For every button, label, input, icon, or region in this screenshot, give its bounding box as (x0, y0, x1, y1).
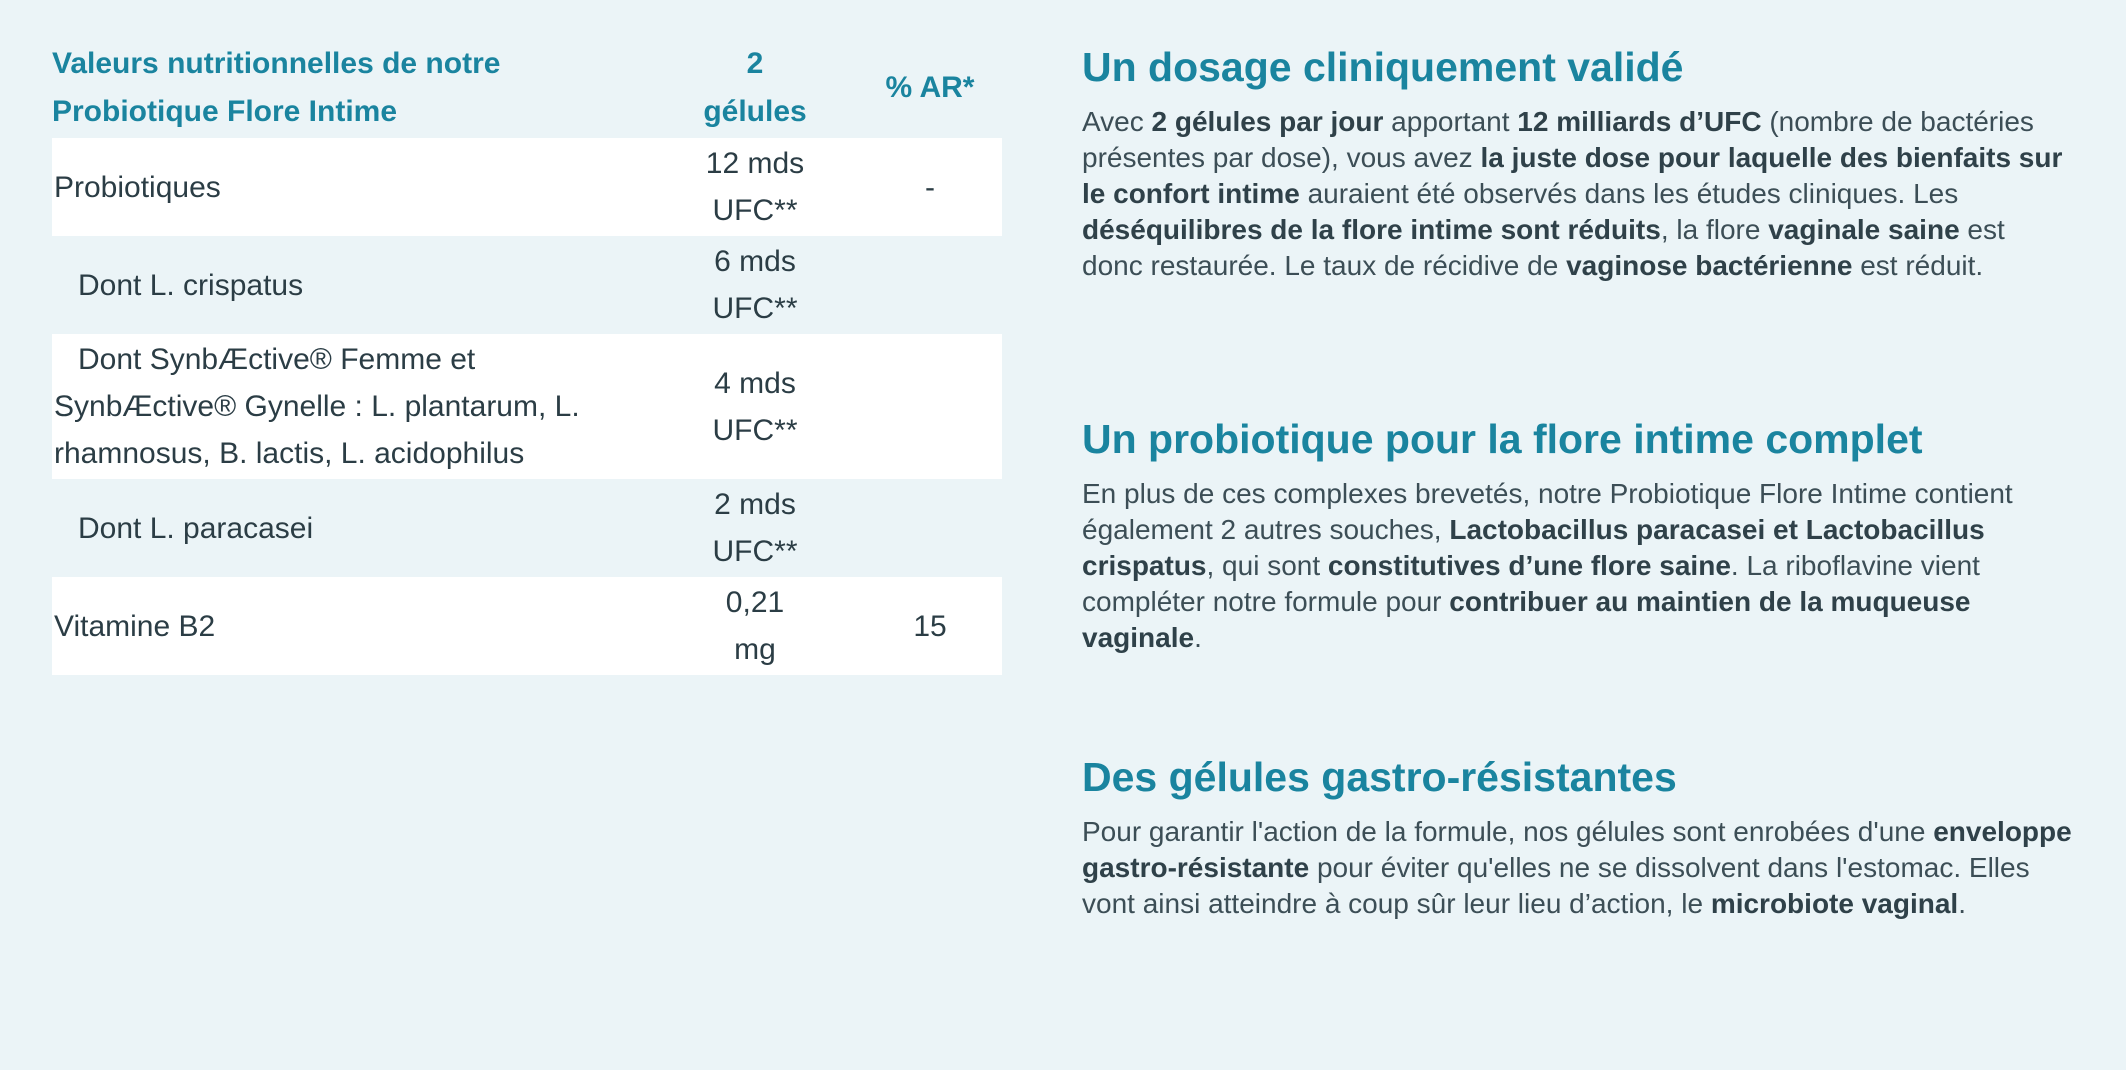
section-body (1082, 814, 2072, 922)
emphasis-text: 12 milliards d’UFC (1517, 106, 1762, 137)
header-quantity-line2: gélules (703, 95, 807, 128)
section-capsules (1082, 750, 2072, 922)
row-quantity-value: 2 mds (714, 488, 796, 521)
header-quantity (652, 40, 858, 138)
section-dosage (1082, 40, 2072, 284)
emphasis-text: enveloppe gastro-résistante (1082, 816, 2072, 883)
header-nutrients-line1: Valeurs nutritionnelles de notre (52, 47, 501, 80)
row-name: Dont SynbÆctive® Femme et SynbÆctive® Gynelle : L. plantarum, L. rhamnosus, B. lactis, L. acidophilus (52, 334, 652, 479)
emphasis-text: constitutives d’une flore saine (1327, 550, 1731, 581)
row-name: Probiotiques (52, 138, 652, 236)
emphasis-text: vaginale saine (1768, 214, 1960, 245)
row-quantity-value: 0,21 (725, 586, 785, 619)
table-row (52, 236, 1002, 334)
table-row (52, 479, 1002, 577)
body-text: apportant (1383, 106, 1518, 137)
header-nutrients-line2: Probiotique Flore Intime (52, 95, 398, 128)
emphasis-text: 2 gélules par jour (1151, 106, 1384, 137)
emphasis-text: microbiote vaginal (1710, 888, 1959, 919)
row-quantity (652, 138, 858, 236)
body-text: , qui sont (1206, 550, 1328, 581)
section-body (1082, 104, 2072, 284)
table-row (52, 577, 1002, 675)
emphasis-text: vaginose bactérienne (1566, 250, 1853, 281)
row-quantity (652, 236, 858, 334)
row-quantity-unit: UFC** (712, 413, 798, 447)
row-quantity-value: 12 mds (705, 147, 805, 180)
emphasis-text: contribuer au maintien de la muqueuse vaginale (1082, 586, 1971, 653)
table-row (52, 138, 1002, 236)
row-quantity-value: 6 mds (714, 245, 796, 278)
row-ar: 15 (858, 577, 1002, 675)
row-name: Dont L. paracasei (52, 479, 652, 577)
header-ar-percent: % AR* (885, 71, 975, 104)
body-text: est donc restaurée. Le taux de récidive de (1082, 214, 2005, 281)
body-text: , la flore (1660, 214, 1769, 245)
row-quantity-unit: mg (734, 633, 776, 666)
table-header-row (52, 40, 1002, 138)
section-title: Un probiotique pour la flore intime complet (1082, 416, 1923, 462)
emphasis-text: la juste dose pour laquelle des bienfaits sur le confort intime (1082, 142, 2063, 209)
row-quantity (652, 577, 858, 675)
body-text: . (1194, 622, 1202, 653)
table-row (52, 334, 1002, 479)
section-title: Des gélules gastro-résistantes (1082, 754, 1677, 800)
row-ar (858, 236, 1002, 334)
header-quantity-line1: 2 (746, 47, 764, 80)
emphasis-text: Lactobacillus paracasei et Lactobacillus crispatus (1082, 514, 1985, 581)
row-name: Dont L. crispatus (52, 236, 652, 334)
header-nutrients (52, 40, 652, 138)
body-text: auraient été observés dans les études cliniques. Les (1299, 178, 1959, 209)
nutrition-table (52, 40, 1002, 675)
section-body (1082, 476, 2072, 656)
nutrition-table-panel (52, 40, 1002, 675)
row-ar: - (858, 138, 1002, 236)
body-text: . (1958, 888, 1966, 919)
body-text: pour éviter qu'elles ne se dissolvent dans l'estomac. Elles vont ainsi atteindre à coup sûr leur lieu d’action, le (1082, 852, 2030, 919)
emphasis-text: déséquilibres de la flore intime sont réduits (1082, 214, 1661, 245)
body-text: Pour garantir l'action de la formule, nos gélules sont enrobées d'une (1082, 816, 1934, 847)
body-text: (nombre de bactéries présentes par dose), vous avez (1082, 106, 2034, 173)
row-name: Vitamine B2 (52, 577, 652, 675)
body-text: . La riboflavine vient compléter notre formule pour (1082, 550, 1980, 617)
row-quantity-unit: UFC** (712, 194, 798, 227)
section-title: Un dosage cliniquement validé (1082, 44, 1684, 90)
row-quantity (652, 334, 858, 479)
row-quantity (652, 479, 858, 577)
row-quantity-unit: UFC** (712, 292, 798, 325)
row-quantity-unit: UFC** (712, 535, 798, 568)
row-quantity-value: 4 mds (714, 366, 796, 400)
row-ar (858, 479, 1002, 577)
body-text: est réduit. (1852, 250, 1984, 281)
row-ar (858, 334, 1002, 479)
body-text: En plus de ces complexes brevetés, notre Probiotique Flore Intime contient également 2 autres souches, (1082, 478, 2013, 545)
section-probiotic (1082, 412, 2072, 656)
body-text: Avec (1082, 106, 1152, 137)
